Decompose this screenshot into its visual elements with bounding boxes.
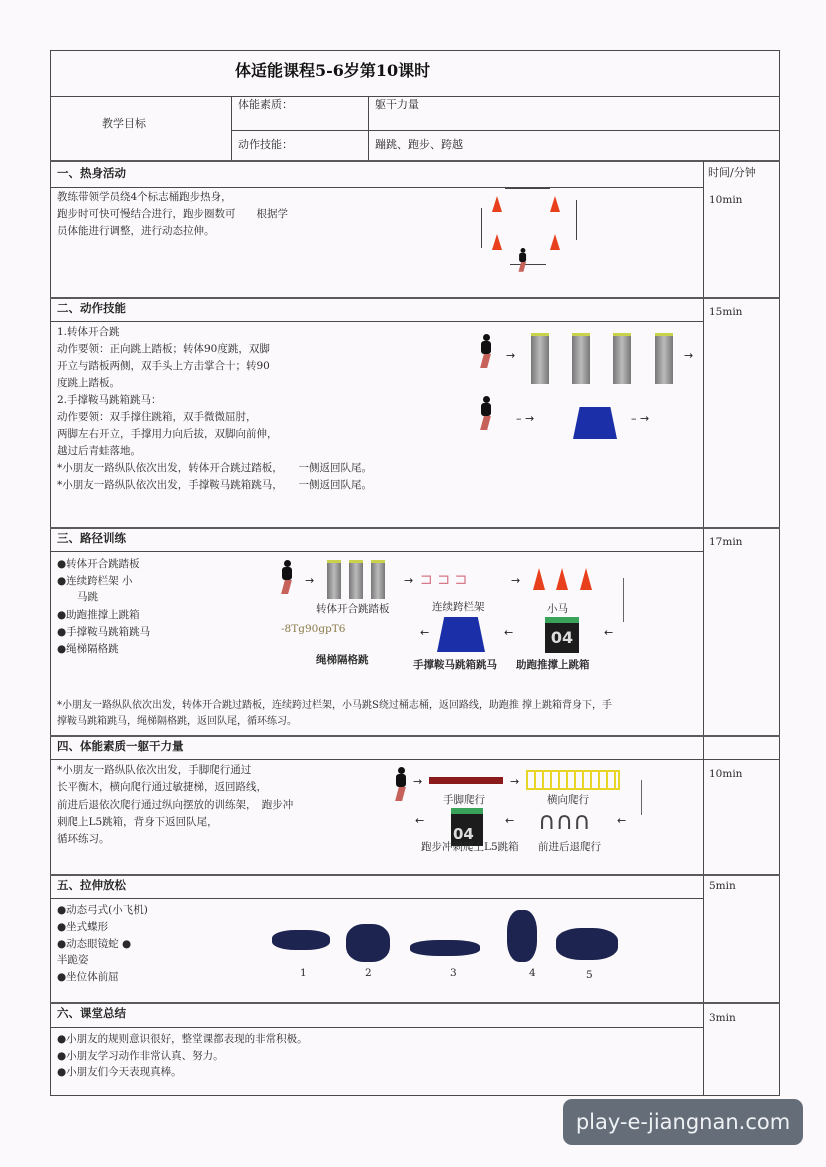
section-4-line: 刺爬上L5跳箱，背身下返回队尾， xyxy=(57,816,218,828)
section-4-heading: 四、体能素质一躯干力量 xyxy=(57,739,184,753)
section-5-time: 5min xyxy=(709,880,736,892)
objective-key-fitness: 体能素质： xyxy=(238,98,293,111)
vault-box xyxy=(573,407,617,439)
section-5-bullet-cont: 半跪姿 xyxy=(57,954,89,966)
step-board xyxy=(327,560,341,599)
label-beam: 手脚爬行 xyxy=(443,794,485,806)
section-6-bullet: ● 小朋友学习动作非常认真、努力。 xyxy=(57,1048,224,1065)
section-3-bullet: ● 绳梯隔格跳 xyxy=(57,641,119,658)
section-1-heading: 一、热身活动 xyxy=(57,166,126,180)
section-3-note: *小朋友一路纵队依次出发，转体开合跳过踏板，连续跨过栏架，小马跳S绕过桶志桶，返回路线，助跑推 撑上跳箱背身下，手 xyxy=(57,700,613,711)
section-6-heading: 六、课堂总结 xyxy=(57,1006,126,1020)
arrow-left-icon: ← xyxy=(504,626,514,639)
label-lateral-crawl: 横向爬行 xyxy=(547,794,589,806)
arrow-right-icon: → xyxy=(684,349,694,362)
section-6-time: 3min xyxy=(709,1012,736,1024)
objectives-label: 教学目标 xyxy=(102,117,146,130)
arrow-right-icon: – → xyxy=(631,412,650,425)
section-5-bullet: ● 动态弓式(小飞机) xyxy=(57,902,148,919)
cone-icon xyxy=(580,568,592,590)
label-code: -8Tg90gpT6 xyxy=(281,623,346,635)
arrow-left-icon: ← xyxy=(420,626,430,639)
section-3-heading: 三、路径训练 xyxy=(57,531,126,545)
arrow-left-icon: ← xyxy=(505,814,515,827)
section-3-bullet: ● 连续跨栏架 小 xyxy=(57,573,133,590)
pose-number: 3 xyxy=(450,967,457,979)
pose-number: 1 xyxy=(300,967,307,979)
section-3-bullet: ● 助跑推撑上跳箱 xyxy=(57,607,140,624)
arrow-right-icon: → xyxy=(404,574,414,587)
cone-icon xyxy=(492,234,502,250)
section-2-line: *小朋友一路纵队依次出发，手撑鞍马跳箱跳马， 一侧返回队尾。 xyxy=(57,479,372,491)
cone-icon xyxy=(533,568,545,590)
pose-number: 5 xyxy=(586,969,593,981)
arrow-right-icon: → xyxy=(413,775,423,788)
vault-box xyxy=(437,617,485,652)
section-3-bullet: ● 手撑鞍马跳箱跳马 xyxy=(57,624,150,641)
pose-number: 2 xyxy=(365,967,372,979)
section-2-line: 度跳上踏板。 xyxy=(57,377,120,389)
label-hurdles: 连续跨栏架 xyxy=(432,601,485,613)
crawl-arches: ∩∩∩ xyxy=(538,807,591,835)
section-2-line: *小朋友一路纵队依次出发，转体开合跳过踏板， 一侧返回队尾。 xyxy=(57,462,372,474)
step-board xyxy=(349,560,363,599)
time-column-header: 时间/分钟 xyxy=(708,166,756,179)
pose-number: 4 xyxy=(529,967,536,979)
cone-icon xyxy=(556,568,568,590)
jump-box: 04 xyxy=(545,617,579,653)
section-2-line: 越过后青蛙落地。 xyxy=(57,445,141,457)
runner-icon xyxy=(478,396,494,430)
agility-ladder xyxy=(526,770,620,790)
arrow-right-icon: → xyxy=(305,574,315,587)
section-1-line: 跑步时可快可慢结合进行，跑步圈数可 根据学 xyxy=(57,208,288,220)
section-5-heading: 五、拉伸放松 xyxy=(57,878,126,892)
section-1-line: 教练带领学员绕4个标志桶跑步热身， xyxy=(57,191,232,203)
section-5-bullet: ● 坐式蝶形 xyxy=(57,919,108,936)
step-board xyxy=(655,333,673,384)
cone-icon xyxy=(550,196,560,212)
pose-cobra xyxy=(410,940,480,956)
arrow-right-icon: – → xyxy=(516,412,535,425)
runner-icon xyxy=(393,767,409,801)
balance-beam xyxy=(429,777,503,784)
section-6-bullet: ● 小朋友们今天表现真棒。 xyxy=(57,1064,182,1081)
arrow-right-icon: → xyxy=(506,349,516,362)
section-2-heading: 二、动作技能 xyxy=(57,301,126,315)
hurdles-icon: ⊐ ⊐ ⊐ xyxy=(420,570,468,588)
objective-key-skills: 动作技能： xyxy=(238,138,293,151)
label-box: 助跑推撑上跳箱 xyxy=(516,659,590,671)
section-2-time: 15min xyxy=(709,306,743,318)
watermark-badge: play-e-jiangnan.com xyxy=(563,1099,803,1145)
label-ladder: 绳梯隔格跳 xyxy=(316,654,369,666)
pose-half-kneel xyxy=(507,910,537,962)
section-1-time: 10min xyxy=(709,194,743,206)
section-6-bullet: ● 小朋友的规则意识很好，整堂课都表现的非常积极。 xyxy=(57,1031,308,1048)
cone-icon xyxy=(550,234,560,250)
section-3-note: 撑鞍马跳箱跳马，绳梯隔格跳，返回队尾，循环练习。 xyxy=(57,716,297,727)
objective-value-fitness: 躯干力量 xyxy=(375,98,419,111)
arrow-left-icon: ← xyxy=(415,814,425,827)
arrow-left-icon: ← xyxy=(617,814,627,827)
label-sprint-box: 跑步冲刺爬上L5跳箱 xyxy=(421,841,519,853)
section-5-bullet: ● 坐位体前屈 xyxy=(57,969,119,986)
objective-value-skills: 蹦跳、跑步、跨越 xyxy=(375,138,463,151)
page-title: 体适能课程5-6岁第10课时 xyxy=(235,61,431,80)
step-board xyxy=(613,333,631,384)
section-2-line: 开立与踏板两侧，双手头上方击掌合十；转90 xyxy=(57,360,270,372)
jump-box: 04 xyxy=(451,808,483,846)
section-2-line: 1.转体开合跳 xyxy=(57,326,120,338)
section-2-line: 两脚左右开立，手撑用力向后拔，双脚向前伸， xyxy=(57,428,278,440)
label-vault: 手撑鞍马跳箱跳马 xyxy=(413,659,497,671)
section-4-line: *小朋友一路纵队依次出发，手脚爬行通过 xyxy=(57,764,252,776)
pose-butterfly xyxy=(346,924,390,962)
section-3-bullet: ● 转体开合跳踏板 xyxy=(57,556,140,573)
section-2-line: 动作要领：正向跳上踏板；转体90度跳，双脚 xyxy=(57,343,270,355)
section-3-bullet-cont: 马跳 xyxy=(77,591,98,603)
section-4-time: 10min xyxy=(709,768,743,780)
label-cones: 小马 xyxy=(547,603,568,615)
step-board xyxy=(531,333,549,384)
label-arches: 前进后退爬行 xyxy=(538,841,601,853)
arrow-right-icon: → xyxy=(510,775,520,788)
runner-icon xyxy=(517,248,528,272)
pose-bow xyxy=(272,930,330,950)
section-2-line: 2.手撑鞍马跳箱跳马： xyxy=(57,394,162,406)
section-1-line: 员体能进行调整，进行动态拉伸。 xyxy=(57,225,215,237)
step-board xyxy=(572,333,590,384)
pose-sit-reach xyxy=(556,928,618,960)
arrow-left-icon: ← xyxy=(604,626,614,639)
section-3-time: 17min xyxy=(709,536,743,548)
runner-icon xyxy=(279,560,295,594)
step-board xyxy=(371,560,385,599)
section-4-line: 循环练习。 xyxy=(57,833,110,845)
runner-icon xyxy=(478,334,494,368)
label-boards: 转体开合跳踏板 xyxy=(316,603,390,615)
section-4-line: 前进后退依次爬行通过纵向摆放的训练架， 跑步冲 xyxy=(57,799,294,811)
cone-icon xyxy=(492,196,502,212)
section-2-line: 动作要领：双手撑住跳箱，双手微微屈肘， xyxy=(57,411,257,423)
section-4-line: 长平衡木，横向爬行通过敏捷梯，返回路线， xyxy=(57,781,267,793)
arrow-right-icon: → xyxy=(511,574,521,587)
section-5-bullet: ● 动态眼镜蛇 ● xyxy=(57,936,131,953)
